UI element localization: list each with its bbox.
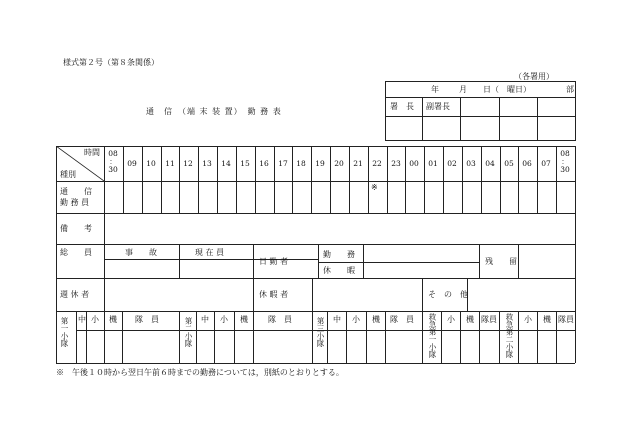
hour-col-line (537, 146, 538, 213)
unit1-machine: 機 (109, 315, 117, 324)
remarks-label: 備 考 (60, 224, 92, 233)
hour-label: 00 (409, 159, 419, 168)
deputy-label: 副署長 (426, 102, 450, 111)
hour-col-line (292, 146, 293, 213)
hour-col-line (462, 146, 463, 213)
unit2-middle: 中 (201, 315, 209, 324)
hour-label: 17 (278, 159, 288, 168)
corner-type-label: 種別 (60, 170, 76, 179)
unit1-small: 小 (91, 315, 99, 324)
hour-label: 05 (504, 159, 514, 168)
duty-label: 勤 務 (323, 250, 355, 259)
note-mark: ※ (371, 183, 378, 192)
unit3-middle: 中 (333, 315, 341, 324)
hour-label: 10 (146, 159, 156, 168)
footnote: ※ 午後１０時から翌日午前６時までの勤務については，別紙のとおりとする。 (56, 368, 344, 377)
rescue1-small: 小 (447, 315, 455, 324)
hour-label: 06 (522, 159, 532, 168)
rescue1-members: 隊員 (481, 315, 497, 324)
hour-label: 23 (391, 159, 401, 168)
hour-col-line (274, 146, 275, 213)
hour-col-line (217, 146, 218, 213)
unit2-small: 小 (220, 315, 228, 324)
rescue2-machine: 機 (543, 315, 551, 324)
hour-col-line (387, 146, 388, 213)
hour-label: 04 (485, 159, 495, 168)
hour-label: 18 (296, 159, 306, 168)
hour-col-line (443, 146, 444, 213)
rescue2-small: 小 (524, 315, 532, 324)
unit3-label: 第三小隊 (316, 317, 325, 347)
unit2-label: 第二小隊 (184, 317, 193, 347)
hour-label: 01 (428, 159, 438, 168)
hour-label: 02 (447, 159, 457, 168)
month-label: 月 (459, 85, 467, 94)
hour-label: 14 (221, 159, 231, 168)
unit2-machine: 機 (240, 315, 248, 324)
unit1-middle: 中 (78, 315, 86, 324)
hour-label: 08 ： 30 (108, 149, 118, 174)
hour-col-line (179, 146, 180, 213)
office-copy-label: （各署用） (514, 72, 554, 81)
unit2-members: 隊 員 (268, 315, 292, 324)
hour-label: 22 (372, 159, 382, 168)
hour-col-line (424, 146, 425, 213)
hour-label: 08 ： 30 (560, 149, 570, 174)
chief-label: 署 長 (390, 102, 414, 111)
hour-label: 11 (165, 159, 175, 168)
accident-label: 事 故 (125, 248, 157, 257)
hour-col-line (500, 146, 501, 213)
hour-col-line (311, 146, 312, 213)
hour-label: 07 (541, 159, 551, 168)
hour-label: 09 (127, 159, 137, 168)
rescue2-members: 隊員 (558, 315, 574, 324)
leave-label: 休 暇 者 (259, 290, 289, 299)
rescue1-label: 救急第一小隊 (428, 313, 437, 358)
rescue2-label: 救急第二小隊 (505, 313, 514, 358)
form-title: 通 信 （端 末 装 置） 勤 務 表 (146, 107, 282, 116)
hour-col-line (142, 146, 143, 213)
rest-label: 休 暇 (323, 266, 355, 275)
remain-label: 残 留 (485, 257, 517, 266)
year-label: 年 (431, 85, 439, 94)
other-label: そ の 他 (428, 290, 468, 299)
present-label: 現 在 員 (195, 248, 225, 257)
hour-col-line (330, 146, 331, 213)
comm-staff-label: 通 信 勤 務 員 (60, 187, 92, 207)
unit1-label: 第一小隊 (60, 317, 69, 347)
hour-label: 19 (315, 159, 325, 168)
hour-label: 12 (183, 159, 193, 168)
hour-col-line (405, 146, 406, 213)
hour-col-line (556, 146, 557, 213)
hour-label: 03 (466, 159, 476, 168)
hour-col-line (481, 146, 482, 213)
rescue1-machine: 機 (466, 315, 474, 324)
weekly-off-label: 週 休 者 (60, 290, 90, 299)
unit3-machine: 機 (372, 315, 380, 324)
hour-label: 15 (240, 159, 250, 168)
hour-col-line (255, 146, 256, 213)
hour-label: 16 (259, 159, 269, 168)
hour-label: 20 (334, 159, 344, 168)
dept-label: 部 (566, 85, 574, 94)
hour-col-line (349, 146, 350, 213)
total-label: 総 員 (60, 248, 92, 257)
unit3-small: 小 (352, 315, 360, 324)
hour-col-line (236, 146, 237, 213)
hour-col-line (161, 146, 162, 213)
hour-col-line (123, 146, 124, 213)
unit3-members: 隊 員 (390, 315, 414, 324)
hour-label: 13 (202, 159, 212, 168)
day-duty-label: 日 勤 者 (259, 257, 289, 266)
hour-col-line (198, 146, 199, 213)
unit1-members: 隊 員 (135, 315, 159, 324)
form-id: 様式第２号（第８条関係） (63, 58, 159, 67)
day-label: 日（ 曜日） (483, 85, 531, 94)
hour-col-line (368, 146, 369, 213)
hour-label: 21 (353, 159, 363, 168)
corner-time-label: 時間 (84, 148, 100, 157)
hour-col-line (518, 146, 519, 213)
